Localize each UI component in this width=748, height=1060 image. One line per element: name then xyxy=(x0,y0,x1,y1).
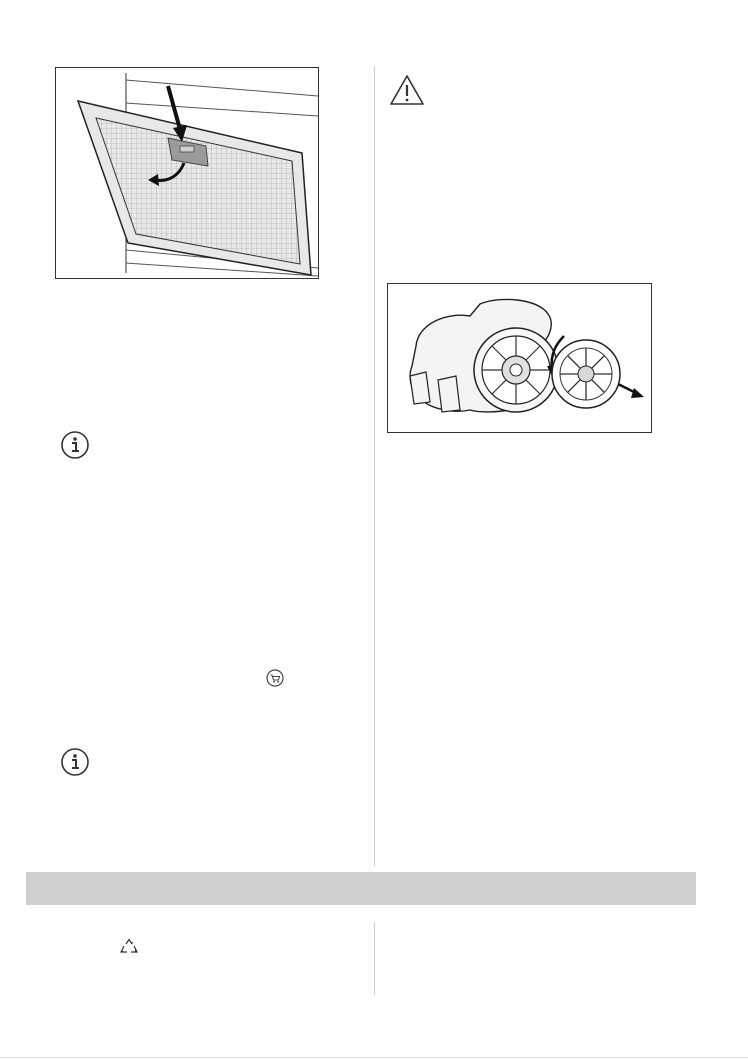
charcoal-filter-illustration xyxy=(387,283,652,433)
column-divider-lower xyxy=(374,922,375,995)
recycle-icon xyxy=(119,938,139,956)
grease-filter-illustration xyxy=(55,67,319,279)
column-divider xyxy=(374,66,375,866)
info-circle-icon xyxy=(60,430,90,460)
info-circle-icon xyxy=(60,747,90,777)
shop-cart-icon[interactable] xyxy=(266,669,284,687)
page-bottom-rule xyxy=(0,1057,748,1058)
section-heading-band xyxy=(26,872,696,905)
warning-triangle-icon xyxy=(389,74,425,106)
